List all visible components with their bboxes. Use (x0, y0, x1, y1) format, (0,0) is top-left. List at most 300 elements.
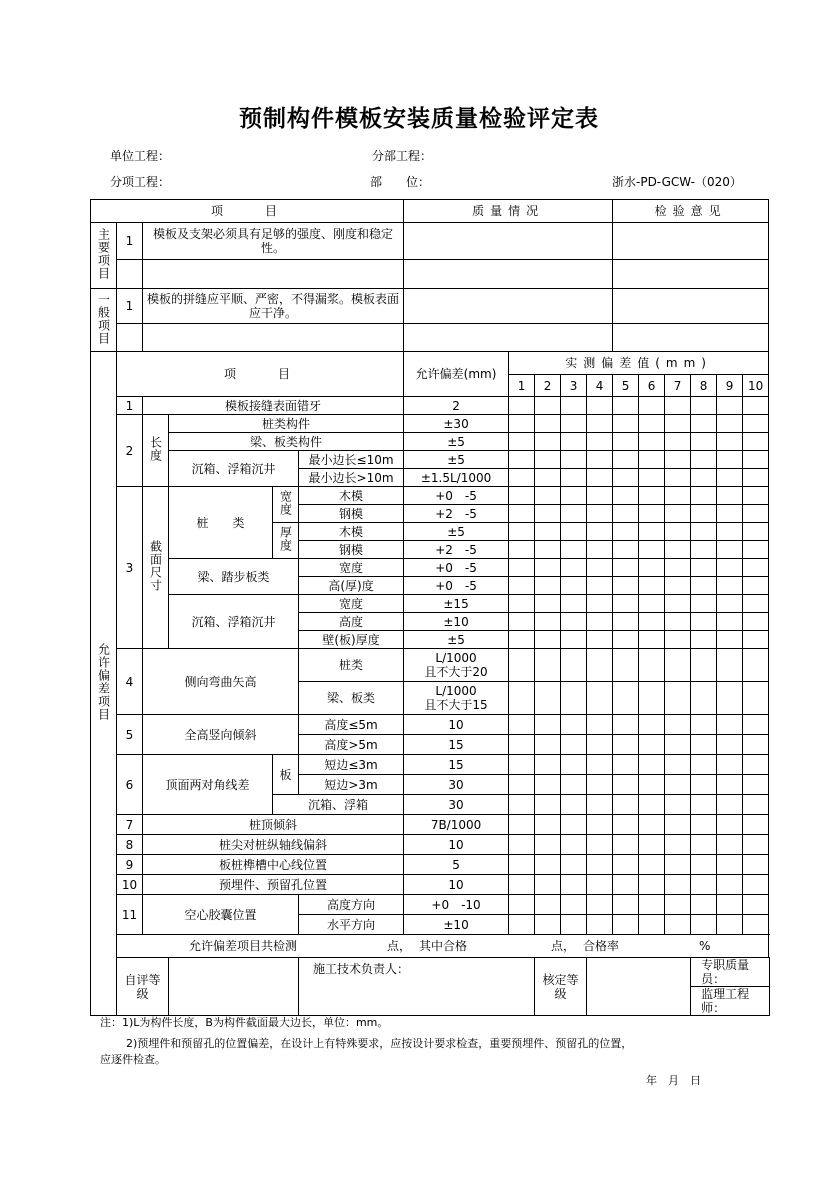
measured-value-cell[interactable] (561, 715, 587, 735)
measured-value-cell[interactable] (535, 815, 561, 835)
measured-value-cell[interactable] (509, 715, 535, 735)
measured-value-cell[interactable] (691, 715, 717, 735)
measured-value-cell[interactable] (535, 613, 561, 631)
measured-value-cell[interactable] (509, 505, 535, 523)
measured-value-cell[interactable] (613, 595, 639, 613)
measured-value-cell[interactable] (561, 523, 587, 541)
measured-value-cell[interactable] (743, 895, 769, 915)
measured-value-cell[interactable] (561, 505, 587, 523)
measured-value-cell[interactable] (613, 523, 639, 541)
measured-value-cell[interactable] (717, 613, 743, 631)
measured-value-cell[interactable] (561, 487, 587, 505)
measured-value-cell[interactable] (535, 577, 561, 595)
measured-value-cell[interactable] (561, 433, 587, 451)
measured-value-cell[interactable] (613, 559, 639, 577)
measured-value-cell[interactable] (587, 415, 613, 433)
measured-value-cell[interactable] (691, 523, 717, 541)
measured-value-cell[interactable] (587, 735, 613, 755)
measured-value-cell[interactable] (717, 397, 743, 415)
measured-value-cell[interactable] (639, 715, 665, 735)
measured-value-cell[interactable] (613, 895, 639, 915)
measured-value-cell[interactable] (613, 397, 639, 415)
general-items-label: 一般项目 (96, 292, 111, 345)
measured-value-cell[interactable] (561, 613, 587, 631)
measured-value-cell[interactable] (613, 541, 639, 559)
sub-project-label: 分部工程： (372, 149, 433, 163)
note-2: 2)预埋件和预留孔的位置偏差，在设计上有特殊要求，应按设计要求检查，重要预埋件、预留孔的位置， (126, 1037, 633, 1050)
measured-value-cell[interactable] (639, 875, 665, 895)
measured-value-cell[interactable] (535, 875, 561, 895)
measured-value-cell[interactable] (509, 469, 535, 487)
measured-value-cell[interactable] (665, 487, 691, 505)
measured-value-cell[interactable] (665, 415, 691, 433)
self-grade-cell[interactable] (169, 958, 299, 1016)
sub-item: 短边>3m (299, 775, 404, 795)
measured-value-cell[interactable] (743, 815, 769, 835)
measured-value-cell[interactable] (717, 915, 743, 935)
measured-value-cell[interactable] (509, 523, 535, 541)
measured-value-cell[interactable] (717, 559, 743, 577)
measure-col: 5 (613, 375, 639, 397)
measured-value-cell[interactable] (561, 469, 587, 487)
measured-value-cell[interactable] (717, 487, 743, 505)
row-allowance: 30 (404, 775, 509, 795)
measured-value-cell[interactable] (665, 682, 691, 715)
measured-value-cell[interactable] (639, 505, 665, 523)
measured-value-cell[interactable] (691, 487, 717, 505)
measured-value-cell[interactable] (691, 595, 717, 613)
measured-value-cell[interactable] (665, 595, 691, 613)
measured-value-cell[interactable] (535, 915, 561, 935)
measured-value-cell[interactable] (535, 469, 561, 487)
measured-value-cell[interactable] (587, 775, 613, 795)
measured-value-cell[interactable] (639, 815, 665, 835)
measure-col: 9 (717, 375, 743, 397)
measured-value-cell[interactable] (743, 649, 769, 682)
measured-value-cell[interactable] (613, 875, 639, 895)
measured-value-cell[interactable] (535, 397, 561, 415)
measured-value-cell[interactable] (665, 835, 691, 855)
measured-value-cell[interactable] (587, 613, 613, 631)
measured-value-cell[interactable] (665, 577, 691, 595)
measured-value-cell[interactable] (639, 397, 665, 415)
measured-value-cell[interactable] (613, 775, 639, 795)
measured-value-cell[interactable] (535, 755, 561, 775)
measured-value-cell[interactable] (691, 541, 717, 559)
measured-value-cell[interactable] (743, 559, 769, 577)
check-grade-cell[interactable] (587, 958, 691, 1016)
measured-value-cell[interactable] (561, 735, 587, 755)
measured-value-cell[interactable] (665, 631, 691, 649)
measured-value-cell[interactable] (639, 895, 665, 915)
measured-value-cell[interactable] (509, 559, 535, 577)
measured-value-cell[interactable] (717, 595, 743, 613)
measured-value-cell[interactable] (743, 433, 769, 451)
measured-value-cell[interactable] (717, 815, 743, 835)
measured-value-cell[interactable] (743, 541, 769, 559)
measured-value-cell[interactable] (509, 451, 535, 469)
measured-value-cell[interactable] (613, 682, 639, 715)
measured-value-cell[interactable] (561, 559, 587, 577)
sub-item: 桩 类 (169, 487, 273, 559)
measured-value-cell[interactable] (509, 815, 535, 835)
measured-value-cell[interactable] (691, 835, 717, 855)
measured-value-cell[interactable] (561, 649, 587, 682)
measured-value-cell[interactable] (613, 649, 639, 682)
measured-value-cell[interactable] (665, 735, 691, 755)
measure-col: 8 (691, 375, 717, 397)
measured-value-cell[interactable] (717, 682, 743, 715)
measured-value-cell[interactable] (665, 755, 691, 775)
row-allowance: 30 (404, 795, 509, 815)
measured-value-cell[interactable] (613, 487, 639, 505)
measured-value-cell[interactable] (509, 855, 535, 875)
summary-row (117, 935, 769, 958)
measure-col: 6 (639, 375, 665, 397)
measured-value-cell[interactable] (639, 469, 665, 487)
measured-value-cell[interactable] (535, 451, 561, 469)
measured-value-cell[interactable] (587, 755, 613, 775)
measured-value-cell[interactable] (665, 875, 691, 895)
measured-value-cell[interactable] (639, 433, 665, 451)
measured-value-cell[interactable] (587, 487, 613, 505)
measured-value-cell[interactable] (509, 755, 535, 775)
measured-value-cell[interactable] (743, 755, 769, 775)
measured-value-cell[interactable] (535, 505, 561, 523)
measured-value-cell[interactable] (535, 523, 561, 541)
measured-value-cell[interactable] (509, 595, 535, 613)
measured-value-cell[interactable] (509, 487, 535, 505)
measured-value-cell[interactable] (639, 451, 665, 469)
measured-value-cell[interactable] (535, 715, 561, 735)
measured-value-cell[interactable] (691, 397, 717, 415)
measured-value-cell[interactable] (665, 775, 691, 795)
main-item-quality-cell[interactable] (404, 223, 613, 260)
measured-value-cell[interactable] (639, 649, 665, 682)
measured-value-cell[interactable] (535, 895, 561, 915)
measured-value-cell[interactable] (639, 835, 665, 855)
measured-value-cell[interactable] (587, 451, 613, 469)
sub-item: 桩类 (299, 649, 404, 682)
measured-value-cell[interactable] (561, 755, 587, 775)
measured-value-cell[interactable] (717, 795, 743, 815)
measured-value-cell[interactable] (743, 682, 769, 715)
measured-value-cell[interactable] (691, 559, 717, 577)
measured-value-cell[interactable] (509, 895, 535, 915)
measured-value-cell[interactable] (743, 505, 769, 523)
general-item-quality-cell[interactable] (404, 289, 613, 324)
measured-value-cell[interactable] (743, 795, 769, 815)
measured-value-cell[interactable] (561, 875, 587, 895)
measured-value-cell[interactable] (691, 682, 717, 715)
measured-value-cell[interactable] (509, 682, 535, 715)
measured-value-cell[interactable] (639, 559, 665, 577)
measured-value-cell[interactable] (639, 775, 665, 795)
measured-value-cell[interactable] (535, 487, 561, 505)
measured-value-cell[interactable] (665, 541, 691, 559)
measured-value-cell[interactable] (587, 469, 613, 487)
measured-value-cell[interactable] (665, 451, 691, 469)
measured-value-cell[interactable] (509, 577, 535, 595)
measured-value-cell[interactable] (691, 815, 717, 835)
measured-value-cell[interactable] (717, 631, 743, 649)
measured-value-cell[interactable] (587, 523, 613, 541)
measured-value-cell[interactable] (561, 595, 587, 613)
measured-value-cell[interactable] (717, 835, 743, 855)
measured-value-cell[interactable] (509, 915, 535, 935)
measured-value-cell[interactable] (509, 875, 535, 895)
measured-value-cell[interactable] (717, 505, 743, 523)
measured-value-cell[interactable] (665, 559, 691, 577)
measured-value-cell[interactable] (665, 915, 691, 935)
row-allowance: +0 -5 (404, 577, 509, 595)
measured-value-cell[interactable] (587, 682, 613, 715)
sub-item: 短边≤3m (299, 755, 404, 775)
measured-value-cell[interactable] (613, 815, 639, 835)
col-header-opinion: 检验意见 (613, 200, 769, 223)
measured-value-cell[interactable] (561, 915, 587, 935)
measured-value-cell[interactable] (639, 755, 665, 775)
measured-value-cell[interactable] (587, 915, 613, 935)
measured-value-cell[interactable] (587, 895, 613, 915)
measured-value-cell[interactable] (691, 895, 717, 915)
measured-value-cell[interactable] (509, 433, 535, 451)
measured-value-cell[interactable] (587, 715, 613, 735)
measured-value-cell[interactable] (587, 505, 613, 523)
measured-value-cell[interactable] (613, 915, 639, 935)
measured-value-cell[interactable] (613, 835, 639, 855)
measured-value-cell[interactable] (743, 631, 769, 649)
measured-value-cell[interactable] (535, 735, 561, 755)
measured-value-cell[interactable] (717, 775, 743, 795)
measured-value-cell[interactable] (587, 795, 613, 815)
measured-value-cell[interactable] (509, 835, 535, 855)
measured-value-cell[interactable] (717, 541, 743, 559)
measured-value-cell[interactable] (561, 541, 587, 559)
measured-value-cell[interactable] (509, 613, 535, 631)
main-item-opinion-cell[interactable] (613, 223, 769, 260)
measured-value-cell[interactable] (639, 523, 665, 541)
measured-value-cell[interactable] (691, 505, 717, 523)
measured-value-cell[interactable] (561, 631, 587, 649)
measured-value-cell[interactable] (639, 487, 665, 505)
measured-value-cell[interactable] (613, 451, 639, 469)
measured-value-cell[interactable] (639, 415, 665, 433)
measured-value-cell[interactable] (561, 795, 587, 815)
measured-value-cell[interactable] (509, 631, 535, 649)
measured-value-cell[interactable] (743, 397, 769, 415)
measured-value-cell[interactable] (743, 835, 769, 855)
measured-value-cell[interactable] (561, 682, 587, 715)
measured-value-cell[interactable] (743, 735, 769, 755)
measured-value-cell[interactable] (691, 875, 717, 895)
measured-value-cell[interactable] (717, 715, 743, 735)
measured-value-cell[interactable] (639, 855, 665, 875)
measured-value-cell[interactable] (613, 415, 639, 433)
measured-value-cell[interactable] (717, 735, 743, 755)
measured-value-cell[interactable] (561, 577, 587, 595)
row-allowance: ±15 (404, 595, 509, 613)
measured-value-cell[interactable] (535, 835, 561, 855)
measured-value-cell[interactable] (613, 855, 639, 875)
measured-value-cell[interactable] (535, 682, 561, 715)
measured-value-cell[interactable] (535, 433, 561, 451)
measured-value-cell[interactable] (743, 469, 769, 487)
measured-value-cell[interactable] (509, 649, 535, 682)
measured-value-cell[interactable] (743, 915, 769, 935)
measured-value-cell[interactable] (717, 451, 743, 469)
row-no: 2 (117, 415, 143, 487)
measured-value-cell[interactable] (613, 577, 639, 595)
measured-value-cell[interactable] (743, 415, 769, 433)
measured-value-cell[interactable] (691, 433, 717, 451)
measured-value-cell[interactable] (535, 595, 561, 613)
measured-value-cell[interactable] (743, 715, 769, 735)
measured-value-cell[interactable] (717, 469, 743, 487)
measured-value-cell[interactable] (561, 451, 587, 469)
measured-value-cell[interactable] (665, 855, 691, 875)
measured-value-cell[interactable] (639, 577, 665, 595)
measured-value-cell[interactable] (509, 541, 535, 559)
measured-value-cell[interactable] (587, 577, 613, 595)
measured-value-cell[interactable] (587, 559, 613, 577)
measured-value-cell[interactable] (587, 835, 613, 855)
measured-value-cell[interactable] (587, 541, 613, 559)
measured-value-cell[interactable] (587, 815, 613, 835)
measured-value-cell[interactable] (717, 577, 743, 595)
measured-value-cell[interactable] (691, 755, 717, 775)
measured-value-cell[interactable] (717, 755, 743, 775)
measured-value-cell[interactable] (639, 795, 665, 815)
measured-value-cell[interactable] (509, 397, 535, 415)
measured-value-cell[interactable] (509, 775, 535, 795)
measured-value-cell[interactable] (613, 469, 639, 487)
measured-value-cell[interactable] (665, 433, 691, 451)
row-allowance: ±5 (404, 451, 509, 469)
measured-value-cell[interactable] (691, 795, 717, 815)
measured-value-cell[interactable] (639, 595, 665, 613)
measured-value-cell[interactable] (717, 433, 743, 451)
measured-value-cell[interactable] (743, 523, 769, 541)
measured-value-cell[interactable] (639, 613, 665, 631)
measured-value-cell[interactable] (509, 795, 535, 815)
measured-value-cell[interactable] (691, 451, 717, 469)
measured-value-cell[interactable] (613, 715, 639, 735)
measured-value-cell[interactable] (535, 649, 561, 682)
measured-value-cell[interactable] (535, 775, 561, 795)
measured-value-cell[interactable] (691, 469, 717, 487)
measured-value-cell[interactable] (691, 855, 717, 875)
measured-value-cell[interactable] (665, 795, 691, 815)
measured-value-cell[interactable] (743, 775, 769, 795)
measured-value-cell[interactable] (561, 835, 587, 855)
measured-value-cell[interactable] (535, 855, 561, 875)
measured-value-cell[interactable] (743, 577, 769, 595)
measured-value-cell[interactable] (613, 505, 639, 523)
measured-value-cell[interactable] (613, 613, 639, 631)
tolerance-item-header: 项 目 (117, 352, 404, 397)
measured-value-cell[interactable] (561, 855, 587, 875)
measured-value-cell[interactable] (691, 631, 717, 649)
measured-value-cell[interactable] (717, 415, 743, 433)
measured-value-cell[interactable] (639, 735, 665, 755)
measured-value-cell[interactable] (691, 613, 717, 631)
measured-value-cell[interactable] (691, 735, 717, 755)
measured-value-cell[interactable] (509, 735, 535, 755)
measured-value-cell[interactable] (639, 631, 665, 649)
measured-value-cell[interactable] (535, 559, 561, 577)
measured-value-cell[interactable] (535, 631, 561, 649)
measured-value-cell[interactable] (665, 397, 691, 415)
measured-value-cell[interactable] (561, 815, 587, 835)
measured-value-cell[interactable] (743, 855, 769, 875)
row-allowance: ±10 (404, 915, 509, 935)
measured-value-cell[interactable] (587, 649, 613, 682)
measured-value-cell[interactable] (587, 875, 613, 895)
measured-value-cell[interactable] (561, 397, 587, 415)
measured-value-cell[interactable] (665, 469, 691, 487)
measured-value-cell[interactable] (743, 875, 769, 895)
measured-value-cell[interactable] (587, 595, 613, 613)
measured-value-cell[interactable] (613, 631, 639, 649)
measured-value-cell[interactable] (561, 775, 587, 795)
measured-value-cell[interactable] (587, 631, 613, 649)
measured-value-cell[interactable] (665, 895, 691, 915)
measured-value-cell[interactable] (691, 577, 717, 595)
measured-value-cell[interactable] (665, 523, 691, 541)
measured-value-cell[interactable] (535, 415, 561, 433)
category-label: 截面尺寸 (148, 540, 163, 592)
measured-value-cell[interactable] (665, 649, 691, 682)
measured-value-cell[interactable] (639, 541, 665, 559)
measured-value-cell[interactable] (743, 487, 769, 505)
measured-value-cell[interactable] (665, 815, 691, 835)
measured-value-cell[interactable] (717, 855, 743, 875)
measured-value-cell[interactable] (717, 649, 743, 682)
general-item-opinion-cell[interactable] (613, 289, 769, 324)
measured-value-cell[interactable] (613, 795, 639, 815)
sub-item: 钢模 (299, 541, 404, 559)
measured-value-cell[interactable] (561, 895, 587, 915)
measured-value-cell[interactable] (743, 595, 769, 613)
measured-value-cell[interactable] (561, 415, 587, 433)
measured-value-cell[interactable] (665, 715, 691, 735)
measured-value-cell[interactable] (639, 915, 665, 935)
measured-value-cell[interactable] (691, 915, 717, 935)
measured-value-cell[interactable] (535, 541, 561, 559)
measured-value-cell[interactable] (587, 855, 613, 875)
measured-value-cell[interactable] (509, 415, 535, 433)
measured-value-cell[interactable] (717, 523, 743, 541)
measured-value-cell[interactable] (743, 613, 769, 631)
measured-value-cell[interactable] (587, 397, 613, 415)
measured-value-cell[interactable] (665, 505, 691, 523)
measured-value-cell[interactable] (717, 895, 743, 915)
measured-value-cell[interactable] (743, 451, 769, 469)
measured-value-cell[interactable] (691, 415, 717, 433)
measured-value-cell[interactable] (613, 735, 639, 755)
measured-value-cell[interactable] (665, 613, 691, 631)
measured-value-cell[interactable] (587, 433, 613, 451)
measured-value-cell[interactable] (535, 795, 561, 815)
measured-value-cell[interactable] (717, 875, 743, 895)
measured-value-cell[interactable] (691, 775, 717, 795)
measured-value-cell[interactable] (613, 433, 639, 451)
measured-value-cell[interactable] (691, 649, 717, 682)
sub-item: 最小边长>10m (299, 469, 404, 487)
measured-value-cell[interactable] (613, 755, 639, 775)
measured-value-cell[interactable] (639, 682, 665, 715)
